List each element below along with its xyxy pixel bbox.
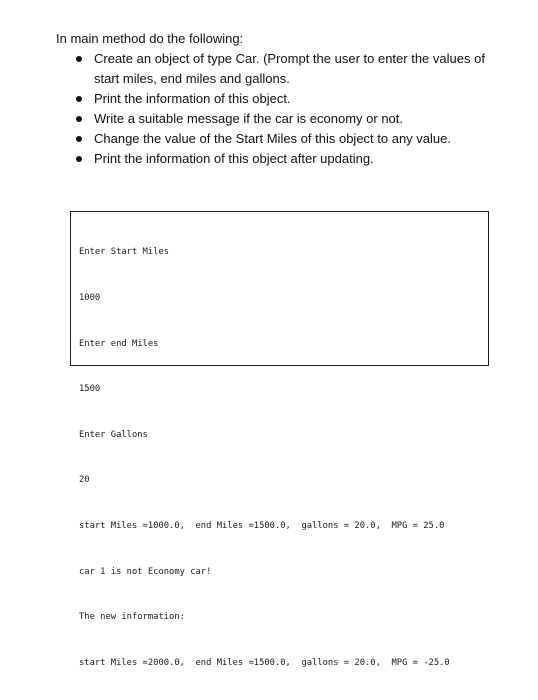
task-text: Print the information of this object.: [94, 91, 291, 106]
task-list: [72, 49, 512, 169]
bullet-icon: [76, 56, 82, 62]
bullet-icon: [76, 96, 82, 102]
task-item: [72, 149, 512, 169]
task-item: [72, 109, 512, 129]
intro-text: In main method do the following:: [56, 31, 244, 46]
task-text: Print the information of this object after updating.: [94, 151, 374, 166]
console-line: start Miles =1000.0, end Miles =1500.0, gallons = 20.0, MPG = 25.0: [79, 520, 445, 531]
bullet-icon: [76, 116, 82, 122]
console-line: The new information:: [79, 612, 185, 623]
bullet-icon: [76, 156, 82, 162]
task-item: [72, 129, 512, 149]
console-line: 1000: [79, 293, 101, 303]
console-line: 1500: [79, 384, 101, 395]
task-text: Create an object of type Car. (Prompt the user to enter the values of start miles, end miles and gallons.: [94, 51, 485, 86]
console-line: Enter Gallons: [79, 429, 148, 440]
console-line: 20: [79, 475, 90, 486]
bullet-icon: [76, 136, 82, 142]
task-text: Change the value of the Start Miles of this object to any value.: [94, 131, 451, 146]
task-item: [72, 49, 512, 89]
task-item: [72, 89, 512, 109]
task-text: Write a suitable message if the car is economy or not.: [94, 111, 404, 126]
console-output-box: [70, 211, 489, 668]
console-line: Enter Start Miles: [79, 247, 170, 258]
console-line: start Miles =2000.0, end Miles =1500.0, gallons = 20.0, MPG = -25.0: [79, 657, 450, 668]
console-line: car 1 is not Economy car!: [79, 566, 212, 577]
console-line: Enter end Miles: [79, 338, 159, 349]
